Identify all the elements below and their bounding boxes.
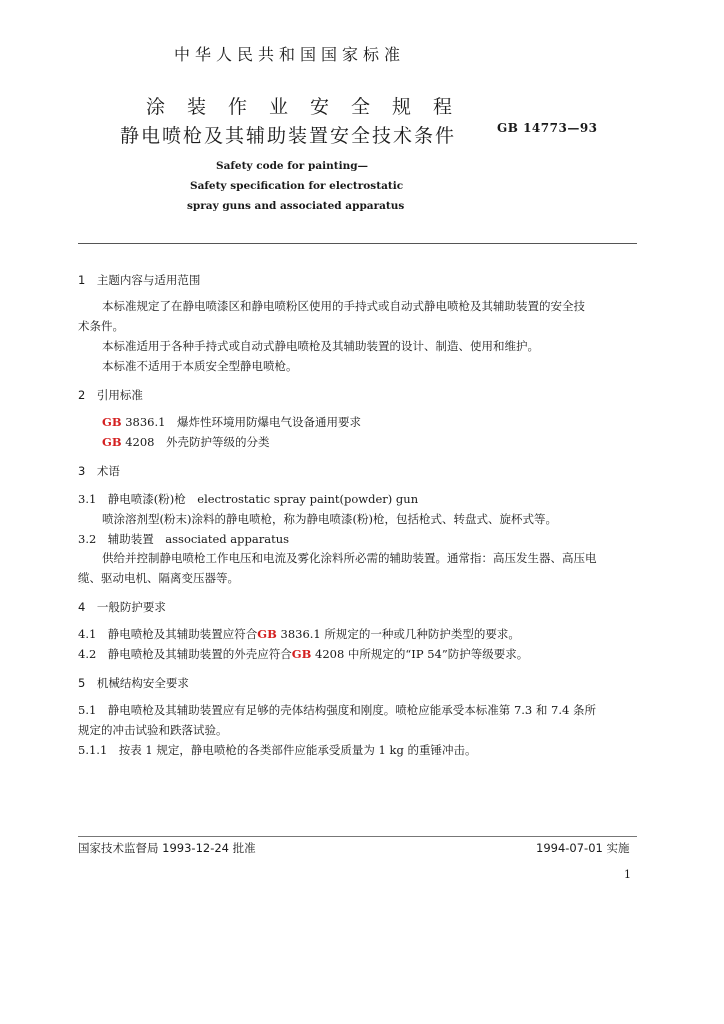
section-3-heading: 3 术语 bbox=[78, 464, 120, 478]
header-divider bbox=[78, 243, 637, 244]
reference-2-text: 4208 外壳防护等级的分类 bbox=[121, 435, 270, 449]
clause-4-1-text-pre: 4.1 静电喷枪及其辅助装置应符合 bbox=[78, 627, 258, 641]
clause-4-1 bbox=[78, 626, 520, 642]
clause-5-1-line-1: 5.1 静电喷枪及其辅助装置应有足够的壳体结构强度和刚度。喷枪应能承受本标准第 7.3 和 7.4 条所 bbox=[78, 703, 596, 717]
national-standard-label: 中华人民共和国国家标准 bbox=[174, 45, 406, 64]
title-en-line3: spray guns and associated apparatus bbox=[187, 200, 405, 212]
section-1-paragraph-2: 本标准适用于各种手持式或自动式静电喷枪及其辅助装置的设计、制造、使用和维护。 bbox=[102, 339, 539, 353]
reference-2-code: GB bbox=[102, 435, 122, 449]
clause-4-2-code: GB bbox=[291, 647, 312, 661]
section-2-heading: 2 引用标准 bbox=[78, 388, 143, 402]
title-en-line2: Safety specification for electrostatic bbox=[190, 180, 404, 192]
reference-1-text: 3836.1 爆炸性环境用防爆电气设备通用要求 bbox=[121, 415, 361, 429]
term-3-2-heading: 3.2 辅助装置 associated apparatus bbox=[78, 532, 290, 546]
standard-code: GB 14773—93 bbox=[497, 121, 598, 135]
title-en-line1: Safety code for painting— bbox=[216, 160, 369, 172]
section-1-paragraph-1-line-1: 本标准规定了在静电喷漆区和静电喷粉区使用的手持式或自动式静电喷枪及其辅助装置的安全技 bbox=[102, 299, 585, 313]
implementation-date: 1994-07-01 实施 bbox=[536, 841, 630, 855]
term-3-1-heading: 3.1 静电喷漆(粉)枪 electrostatic spray paint(powder) gun bbox=[78, 492, 419, 506]
clause-4-1-text-post: 3836.1 所规定的一种或几种防护类型的要求。 bbox=[276, 627, 520, 641]
clause-5-1-line-2: 规定的冲击试验和跌落试验。 bbox=[78, 723, 228, 737]
term-3-1-body: 喷涂溶剂型(粉末)涂料的静电喷枪，称为静电喷漆(粉)枪，包括枪式、转盘式、旋杯式等。 bbox=[102, 512, 557, 526]
approval-date: 国家技术监督局 1993-12-24 批准 bbox=[78, 841, 256, 855]
reference-1-code: GB bbox=[102, 415, 122, 429]
reference-2 bbox=[102, 434, 269, 450]
term-3-2-body-line-2: 缆、驱动电机、隔离变压器等。 bbox=[78, 571, 239, 585]
section-1-paragraph-1-line-2: 术条件。 bbox=[78, 319, 124, 333]
term-3-2-body-line-1: 供给并控制静电喷枪工作电压和电流及雾化涂料所必需的辅助装置。通常指：高压发生器、高压电 bbox=[102, 551, 597, 565]
clause-4-2-text-post: 4208 中所规定的“IP 54”防护等级要求。 bbox=[311, 647, 529, 661]
clause-4-2-text-pre: 4.2 静电喷枪及其辅助装置的外壳应符合 bbox=[78, 647, 292, 661]
section-1-paragraph-3: 本标准不适用于本质安全型静电喷枪。 bbox=[102, 359, 298, 373]
title-cn-line1: 涂装作业安全规程 bbox=[146, 96, 475, 118]
clause-5-1-1: 5.1.1 按表 1 规定，静电喷枪的各类部件应能承受质量为 1 kg 的重锤冲击。 bbox=[78, 743, 477, 757]
section-4-heading: 4 一般防护要求 bbox=[78, 600, 166, 614]
section-1-heading: 1 主题内容与适用范围 bbox=[78, 273, 201, 287]
footer-divider bbox=[78, 836, 637, 837]
title-cn-line2: 静电喷枪及其辅助装置安全技术条件 bbox=[120, 125, 457, 147]
page-number: 1 bbox=[624, 868, 631, 881]
clause-4-1-code: GB bbox=[257, 627, 277, 641]
clause-4-2 bbox=[78, 646, 528, 662]
reference-1 bbox=[102, 414, 361, 430]
section-5-heading: 5 机械结构安全要求 bbox=[78, 676, 189, 690]
